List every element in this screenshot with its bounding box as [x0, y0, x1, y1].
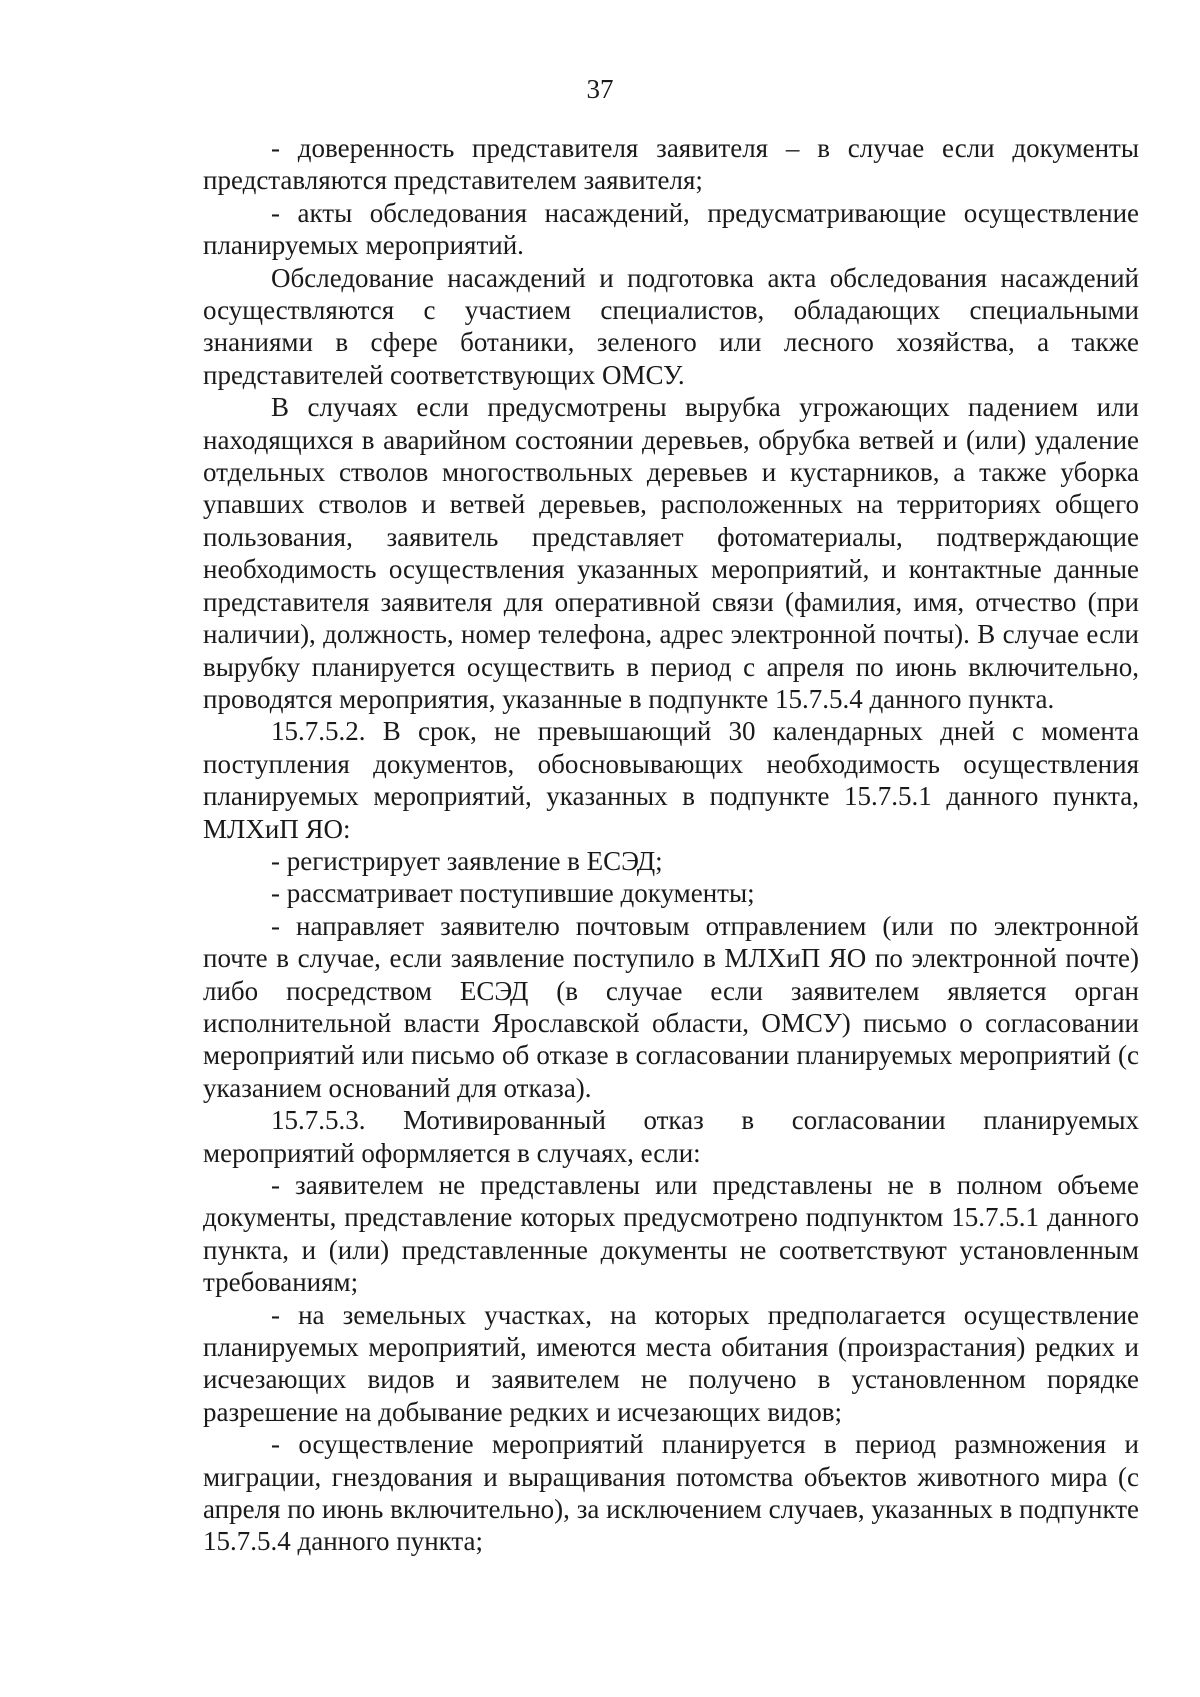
- paragraph-registers-application: - регистрирует заявление в ЕСЭД;: [271, 845, 663, 876]
- paragraph-emergency-felling: В случаях если предусмотрены вырубка угрожающих падением или находящихся в аварийном состоянии деревьев, обрубка ветвей и (или) удаление отдельных стволов многоствольных деревьев и кустарников, а также уборка упавших стволов и ветвей деревьев, расположенных на территориях общего пользования, заявитель представляет фотоматериалы, подтверждающие необходимость осуществления указанных мероприятий, и контактные данные представителя заявителя для оперативной связи (фамилия, имя, отчество (при наличии), должность, номер телефона, адрес электронной почты). В случае если вырубку планируется осуществить в период с апреля по июнь включительно, проводятся мероприятия, указанные в подпункте 15.7.5.4 данного пункта.: [203, 392, 1139, 714]
- paragraph-documents-not-provided: - заявителем не представлены или представлены не в полном объеме документы, представление которых предусмотрено подпунктом 15.7.5.1 данного пункта, и (или) представленные документы не соответствуют установленным требованиям;: [203, 1170, 1139, 1298]
- paragraph-15-7-5-2: 15.7.5.2. В срок, не превышающий 30 календарных дней с момента поступления документов, обосновывающих необходимость осуществления планируемых мероприятий, указанных в подпункте 15.7.5.1 данного пункта, МЛХиП ЯО:: [203, 716, 1139, 844]
- document-body: [203, 132, 1139, 1558]
- page-number: 37: [586, 74, 614, 104]
- paragraph-inspection-specialists: Обследование насаждений и подготовка акта обследования насаждений осуществляются с участием специалистов, обладающих специальными знаниями в сфере ботаники, зеленого или лесного хозяйства, а также представителей соответствующих ОМСУ.: [203, 262, 1139, 390]
- paragraph-reviews-documents: - рассматривает поступившие документы;: [271, 878, 755, 909]
- paragraph-power-of-attorney: - доверенность представителя заявителя – в случае если документы представляются представителем заявителя;: [203, 133, 1139, 196]
- paragraph-sends-letter: - направляет заявителю почтовым отправлением (или по электронной почте в случае, если заявление поступило в МЛХиП ЯО по электронной почте) либо посредством ЕСЭД (в случае если заявителем является орган исполнительной власти Ярославской области, ОМСУ) письмо о согласовании мероприятий или письмо об отказе в согласовании планируемых мероприятий (с указанием оснований для отказа).: [203, 910, 1139, 1103]
- paragraph-15-7-5-3: 15.7.5.3. Мотивированный отказ в согласовании планируемых мероприятий оформляется в случаях, если:: [203, 1105, 1139, 1168]
- paragraph-rare-species-habitat: - на земельных участках, на которых предполагается осуществление планируемых мероприятий, имеются места обитания (произрастания) редких и исчезающих видов и заявителем не получено в установленном порядке разрешение на добывание редких и исчезающих видов;: [203, 1299, 1139, 1427]
- paragraph-breeding-period: - осуществление мероприятий планируется в период размножения и миграции, гнездования и выращивания потомства объектов животного мира (с апреля по июнь включительно), за исключением случаев, указанных в подпункте 15.7.5.4 данного пункта;: [203, 1429, 1139, 1557]
- paragraph-inspection-acts: - акты обследования насаждений, предусматривающие осуществление планируемых мероприятий.: [203, 197, 1139, 261]
